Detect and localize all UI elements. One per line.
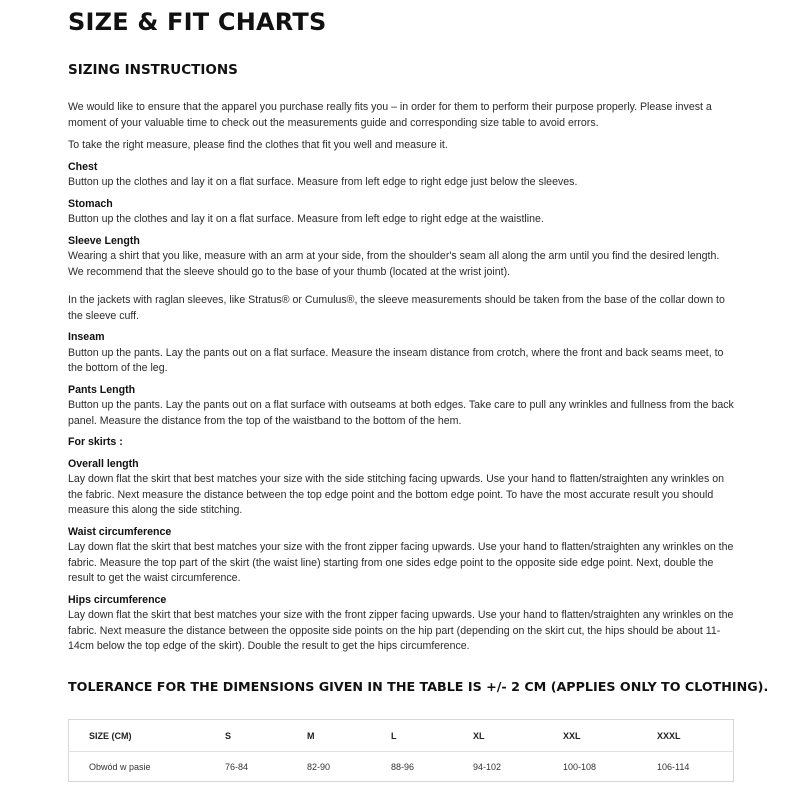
table-header-cell: S [225,720,307,752]
table-cell: 100-108 [563,761,597,772]
measurement-title: Sleeve Length [68,234,140,247]
measurement-text: Lay down flat the skirt that best matches your size with the front zipper facing upwards. Use your hand to flatten/straighten any wrinkles on the fabric. Measure the top part of the skirt (the waist line) starting from one sides edge point to the opposite side edge point. Next, double the result to get the waist circumference. [68,541,734,584]
measurement-text: Button up the clothes and lay it on a flat surface. Measure from left edge to right edge just below the sleeves. [68,176,578,188]
measurement-title: Inseam [68,331,105,343]
table-header-cell: XL [473,720,563,752]
skirt-waist-circumference [68,525,734,587]
table-header-row [69,720,734,752]
sizing-instructions [68,100,734,661]
skirt-overall-length [68,457,734,519]
measurement-title: Waist circumference [68,525,172,538]
table-header-cell: L [391,720,473,752]
table-header-cell: XXXL [657,720,734,752]
measurement-pants-length [68,383,734,430]
skirt-hips-circumference [68,593,734,655]
measurement-title: Pants Length [68,383,136,396]
measurement-text: Wearing a shirt that you like, measure with an arm at your side, from the shoulder's seam all along the arm until you find the desired length. We recommend that the sleeve should go to the base of your thumb (located at the wrist joint). [68,250,720,278]
section-title: SIZING INSTRUCTIONS [68,62,238,78]
skirts-label: For skirts : [68,436,123,448]
table-cell: 88-96 [391,761,415,772]
measurement-chest [68,160,734,191]
measurement-inseam [68,330,734,377]
measurement-text: Lay down flat the skirt that best matches your size with the front zipper facing upwards. Use your hand to flatten/straighten any wrinkles on the fabric. Next measure the distance between the opposite side points on the hip part (depending on the skirt cut, the hips should be about 11-14cm below the top edge of the skirt). Double the result to get the hips circumference. [68,609,734,652]
raglan-note: In the jackets with raglan sleeves, like Stratus® or Cumulus®, the sleeve measurements should be taken from the base of the collar down to the sleeve cuff. [68,294,725,322]
table-cell: 82-90 [307,761,331,772]
intro-paragraph: To take the right measure, please find the clothes that fit you well and measure it. [68,139,448,151]
measurement-title: Chest [68,160,98,173]
size-table [68,719,734,782]
table-header-cell: SIZE (CM) [69,720,226,752]
measurement-title: Hips circumference [68,593,167,606]
measurement-text: Button up the pants. Lay the pants out on a flat surface with outseams at both edges. Take care to pull any wrinkles and fullness from the back panel. Measure the distance from the top of the waistband to the bottom of the hem. [68,399,734,427]
measurement-sleeve-length [68,234,734,325]
page-title: SIZE & FIT CHARTS [68,8,327,36]
measurement-title: Overall length [68,457,139,470]
measurement-text: Lay down flat the skirt that best matches your size with the side stitching facing upwards. Use your hand to flatten/straighten any wrinkles on the fabric. Next measure the distance between the top edge point and the bottom edge point. To have the most accurate result you should measure this along the side stitching. [68,473,724,516]
table-header-cell: XXL [563,720,657,752]
table-cell: 94-102 [473,761,502,772]
tolerance-title: TOLERANCE FOR THE DIMENSIONS GIVEN IN THE TABLE IS +/- 2 CM (APPLIES ONLY TO CLOTHING). [68,679,769,694]
intro-paragraph: We would like to ensure that the apparel you purchase really fits you – in order for them to perform their purpose properly. Please invest a moment of your valuable time to check out the measurements guide and corresponding size table to avoid errors. [68,101,712,129]
measurement-text: Button up the pants. Lay the pants out on a flat surface. Measure the inseam distance from crotch, where the front and back seams meet, to the bottom of the leg. [68,346,724,374]
measurement-text: Button up the clothes and lay it on a flat surface. Measure from left edge to right edge at the waistline. [68,213,544,225]
table-cell: 76-84 [225,761,249,772]
table-cell: Obwód w pasie [89,761,151,772]
table-row [69,752,734,782]
table-header-cell: M [307,720,391,752]
measurement-title: Stomach [68,197,113,210]
table-cell: 106-114 [657,761,690,772]
measurement-stomach [68,197,734,228]
